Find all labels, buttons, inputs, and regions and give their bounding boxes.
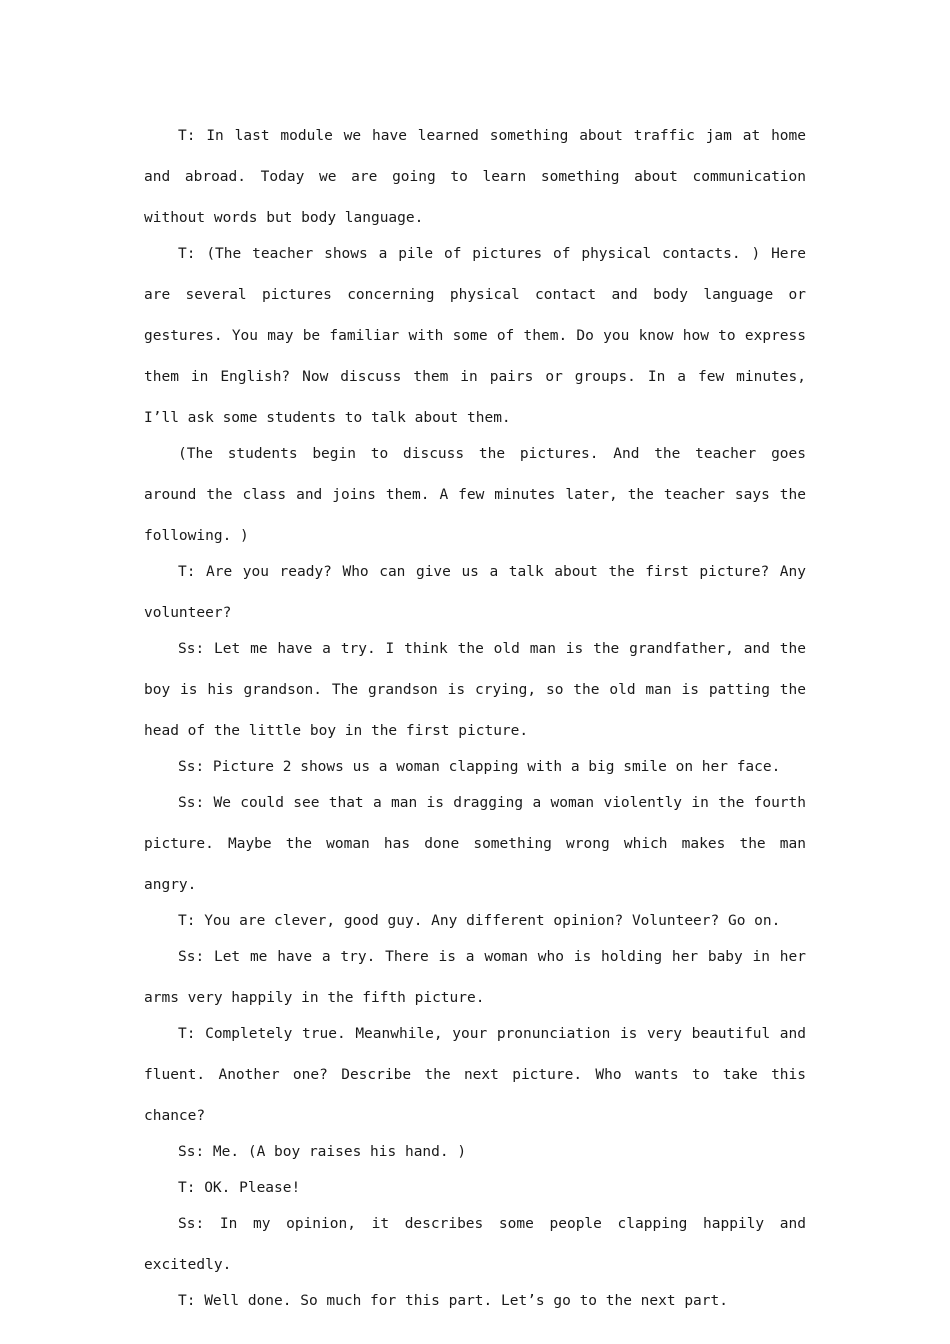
paragraph-well-done: T: Well done. So much for this part. Let’s go to the next part. — [178, 1293, 728, 1309]
paragraph-ok-please: T: OK. Please! — [178, 1180, 301, 1196]
paragraph-clever: T: You are clever, good guy. Any different opinion? Volunteer? Go on. — [178, 913, 781, 929]
paragraph-are-you-ready: T: Are you ready? Who can give us a talk about the first picture? Any volunteer? — [144, 564, 806, 621]
paragraph-intro: T: In last module we have learned something about traffic jam at home and abroad. Today we are going to learn something about communication without words but body language. — [144, 128, 806, 226]
paragraph-fourth-picture: Ss: We could see that a man is dragging a woman violently in the fourth picture. Maybe the woman has done something wrong which makes the man angry. — [144, 795, 806, 893]
paragraph-students-discuss: (The students begin to discuss the pictures. And the teacher goes around the class and joins them. A few minutes later, the teacher says the following. ) — [144, 446, 806, 544]
paragraph-boy-raises-hand: Ss: Me. (A boy raises his hand. ) — [178, 1144, 467, 1160]
document-body — [144, 116, 806, 1322]
paragraph-pictures: T: (The teacher shows a pile of pictures of physical contacts. ) Here are several pictures concerning physical contact and body language or gestures. You may be familiar with some of them. Do you know how to express them in English? Now discuss them in pairs or groups. In a few minutes, I’ll ask some students to talk about them. — [144, 246, 806, 426]
paragraph-clapping-opinion: Ss: In my opinion, it describes some people clapping happily and excitedly. — [144, 1216, 806, 1273]
paragraph-first-picture: Ss: Let me have a try. I think the old man is the grandfather, and the boy is his grandson. The grandson is crying, so the old man is patting the head of the little boy in the first picture. — [144, 641, 806, 739]
paragraph-fifth-picture: Ss: Let me have a try. There is a woman who is holding her baby in her arms very happily in the fifth picture. — [144, 949, 806, 1006]
paragraph-picture-2: Ss: Picture 2 shows us a woman clapping with a big smile on her face. — [178, 759, 781, 775]
paragraph-completely-true: T: Completely true. Meanwhile, your pronunciation is very beautiful and fluent. Another one? Describe the next picture. Who wants to take this chance? — [144, 1026, 806, 1124]
